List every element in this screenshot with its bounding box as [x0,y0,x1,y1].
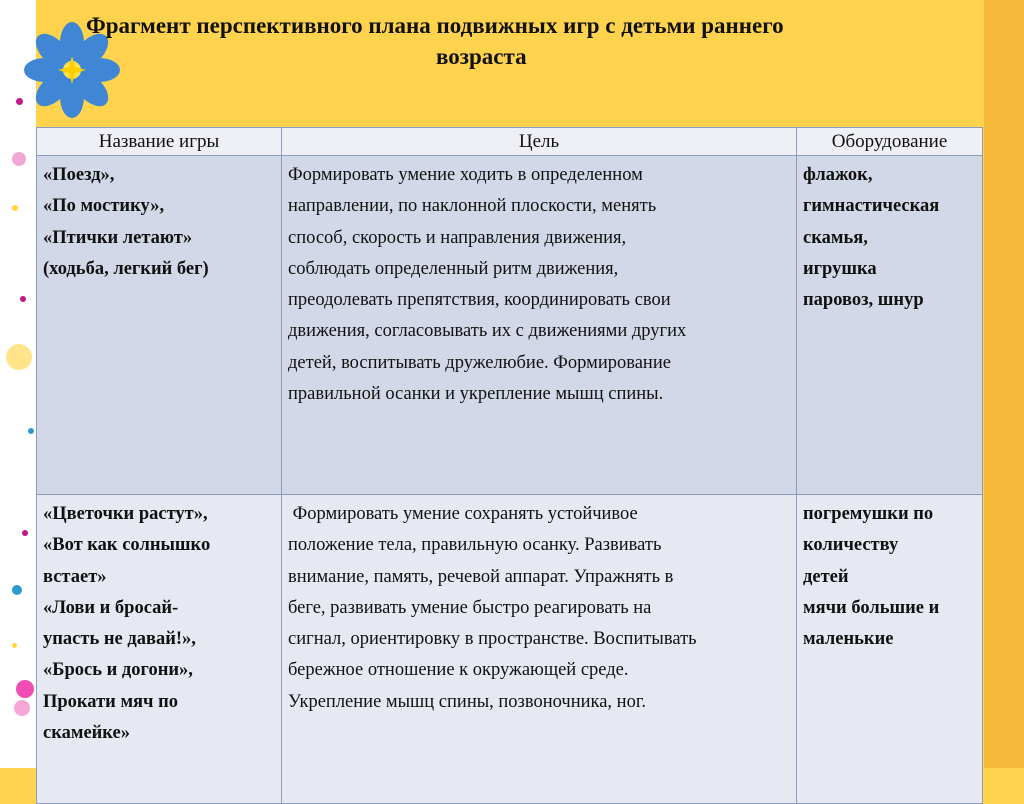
games-plan-table [36,127,983,804]
title-line-1: Фрагмент перспективного плана подвижных игр с детьми раннего [86,13,784,38]
equipment-line: игрушка [803,258,877,279]
title-line-2: возраста [436,44,527,69]
decor-dot [14,700,30,716]
header-goal: Цель [282,128,797,156]
goal-line: беге, развивать умение быстро реагировать на [288,597,652,618]
game-line: скамейке» [43,723,130,744]
table-header-row [37,128,983,156]
decor-dot [12,152,26,166]
equipment-line: мячи большие и [803,597,940,618]
goal-line: Укрепление мышц спины, позвоночника, ног. [288,691,646,712]
goal-line: правильной осанки и укрепление мышц спины. [288,384,664,405]
game-line: Прокати мяч по [43,691,179,712]
equipment-line: паровоз, шнур [803,290,924,311]
game-line: «Птички летают» [43,227,193,248]
decor-dot [16,98,23,105]
decor-dot [20,296,26,302]
goal-line: соблюдать определенный ритм движения, [288,258,619,279]
goal-cell [282,156,797,495]
equipment-line: гимнастическая [803,196,940,217]
decor-dot [16,680,34,698]
equipment-cell [797,495,983,804]
goal-line: направлении, по наклонной плоскости, менять [288,196,657,217]
decor-dot [22,530,28,536]
game-line: упасть не давай!», [43,629,196,650]
table-row [37,495,983,804]
decor-dot [12,585,22,595]
page-title [50,10,990,72]
equipment-line: количеству [803,535,899,556]
goal-line: Формировать умение сохранять устойчивое [288,504,638,524]
games-cell [37,495,282,804]
decor-dot [28,428,34,434]
header-game-name: Название игры [37,128,282,156]
goal-line: положение тела, правильную осанку. Развивать [288,535,662,556]
equipment-line: погремушки по [803,504,934,524]
goal-line: бережное отношение к окружающей среде. [288,660,629,681]
game-line: «Вот как солнышко [43,535,211,556]
game-line: «Поезд», [43,165,115,185]
game-line: «По мостику», [43,196,165,217]
decor-dot [12,205,18,211]
game-line: «Лови и бросай- [43,597,179,618]
right-decor-strip [984,0,1024,768]
goal-line: преодолевать препятствия, координировать свои [288,290,671,311]
goal-line: детей, воспитывать дружелюбие. Формирование [288,352,671,373]
goal-line: сигнал, ориентировку в пространстве. Воспитывать [288,629,697,650]
decor-dot [6,344,32,370]
goal-line: движения, согласовывать их с движениями других [288,321,687,342]
games-cell [37,156,282,495]
equipment-line: детей [803,566,849,587]
game-line: «Брось и догони», [43,660,193,681]
game-line: встает» [43,566,107,587]
game-line: «Цветочки растут», [43,504,208,524]
decor-dot [12,643,17,648]
goal-cell [282,495,797,804]
game-line: (ходьба, легкий бег) [43,258,209,279]
goal-line: внимание, память, речевой аппарат. Упражнять в [288,566,674,587]
equipment-line: маленькие [803,629,894,650]
goal-line: Формировать умение ходить в определенном [288,165,643,185]
equipment-cell [797,156,983,495]
goal-line: способ, скорость и направления движения, [288,227,627,248]
equipment-line: флажок, [803,165,873,185]
equipment-line: скамья, [803,227,868,248]
header-equipment: Оборудование [797,128,983,156]
table-row [37,156,983,495]
